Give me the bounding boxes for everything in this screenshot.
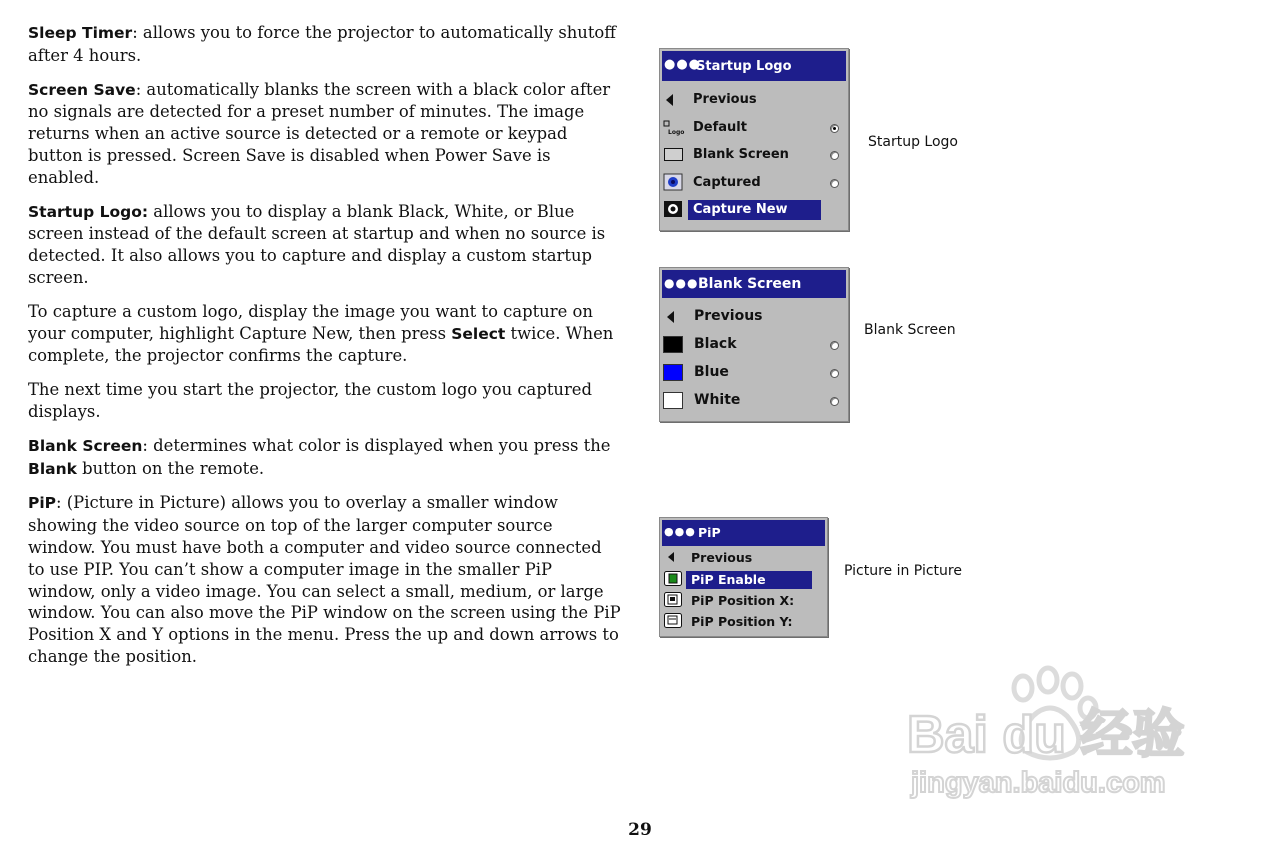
menu-item-label: PiP Enable [691,572,766,587]
radio-button[interactable] [830,179,839,188]
pip-menu-title-bar [662,520,825,546]
startup-logo-caption: Startup Logo [868,134,958,150]
baidu-watermark [905,660,1205,810]
menu-dots-icon: ●●● [664,57,702,72]
watermark-url: jingyan.baidu.com [911,767,1166,799]
menu-item-pip-enable[interactable] [660,570,827,589]
menu-item-label: Black [694,336,737,352]
screen-save-term: Screen Save [28,80,136,99]
blank-screen-menu-title: Blank Screen [698,276,802,292]
blank-screen-menu-title-bar [662,270,846,298]
menu-item-label: Default [693,120,747,135]
captured-icon [663,173,683,191]
menu-item-captured[interactable] [660,173,848,195]
black-swatch-icon [663,336,683,353]
blank-screen-icon [664,148,683,161]
menu-item-previous[interactable] [660,90,848,112]
pip-enable-icon [664,571,682,586]
menu-item-black[interactable] [660,334,848,356]
menu-item-label: Previous [693,92,757,107]
blank-screen-caption: Blank Screen [864,322,956,338]
next-time-paragraph [28,379,623,423]
pip-position-icon [664,613,682,628]
screen-save-description: : automatically blanks the screen with a black color after no signals are detected for a preset number of minutes. The image returns when an active source is detected or a remote or keypad button is pressed. Screen Save is disabled when Power Save is enabled. [28,79,611,187]
sleep-timer-description: : allows you to force the projector to automatically shutoff after 4 hours. [28,23,616,65]
pip-description: : (Picture in Picture) allows you to overlay a smaller window showing the video source on top of the larger computer source window. You must have both a computer and video source connected to use PIP. You can’t show a computer image in the smaller PiP window, only a video image. You can select a small, medium, or large window. You can also move the PiP window on the screen using the PiP Position X and Y options in the menu. Press the up and down arrows to change the position. [28,493,621,666]
logo-icon [663,120,685,136]
menu-item-label: White [694,392,741,408]
white-swatch-icon [663,392,683,409]
capture-text-after: twice. When complete, the projector confirms the capture. [28,323,614,366]
capture-new-icon [663,200,683,218]
blank-screen-menu [659,267,849,422]
blank-screen-paragraph [28,435,623,481]
radio-button[interactable] [830,341,839,350]
startup-logo-description: allows you to display a blank Black, White, or Blue screen instead of the default screen at startup and when no source is detected. It also allows you to capture and display a custom startup screen. [28,201,606,287]
blue-swatch-icon [663,364,683,381]
body-text [28,22,623,680]
back-arrow-icon [666,94,673,106]
blank-term: Blank [28,459,77,478]
sleep-timer-paragraph [28,22,623,67]
sleep-timer-term: Sleep Timer [28,24,133,42]
next-time-text: The next time you start the projector, the custom logo you captured displays. [28,380,592,421]
capture-paragraph [28,301,623,367]
menu-item-previous[interactable] [660,549,827,568]
menu-item-pip-position-x[interactable] [660,591,827,610]
menu-item-label: Blank Screen [693,147,789,162]
pip-menu [659,517,828,637]
menu-dots-icon: ●●● [664,276,699,290]
radio-button-selected[interactable] [830,124,839,133]
menu-item-blue[interactable] [660,362,848,384]
menu-item-label: PiP Position X: [691,593,795,608]
pip-position-icon [664,592,682,607]
capture-text-before: To capture a custom logo, display the image you want to capture on your computer, highlight Capture New, then press [28,301,593,343]
startup-logo-menu-title-bar [662,51,846,81]
radio-button[interactable] [830,369,839,378]
menu-item-capture-new[interactable] [660,199,848,221]
screen-save-paragraph [28,79,623,189]
radio-button[interactable] [830,151,839,160]
pip-caption: Picture in Picture [844,563,962,579]
menu-dots-icon: ●●● [664,525,696,538]
svg-text:Logo: Logo [668,129,685,136]
startup-logo-paragraph [28,201,623,289]
menu-item-label: Blue [694,364,729,380]
select-term: Select [451,324,506,343]
back-arrow-icon [668,552,674,562]
menu-item-default[interactable] [660,118,848,140]
startup-logo-menu-title: Startup Logo [696,59,792,74]
startup-logo-term: Startup Logo: [28,202,149,221]
menu-item-label: PiP Position Y: [691,614,793,629]
back-arrow-icon [667,311,674,323]
watermark-brand: Bai du 经验 [907,706,1185,764]
blank-screen-text-before: : determines what color is displayed when you press the [142,435,611,455]
page-number: 29 [628,820,652,840]
menu-item-label: Capture New [693,202,788,217]
menu-item-label: Previous [691,550,753,565]
menu-item-white[interactable] [660,390,848,412]
menu-item-pip-position-y[interactable] [660,612,827,631]
baidu-paw-logo [905,660,1205,810]
pip-menu-title: PiP [698,525,721,540]
radio-button[interactable] [830,397,839,406]
menu-item-label: Captured [693,175,761,190]
pip-term: PiP [28,494,57,513]
startup-logo-menu [659,48,849,231]
menu-item-label: Previous [694,308,763,324]
menu-item-previous[interactable] [660,306,848,328]
pip-paragraph [28,492,623,667]
blank-screen-term: Blank Screen [28,436,143,455]
menu-item-blank-screen[interactable] [660,145,848,167]
blank-screen-text-after: button on the remote. [76,458,265,478]
